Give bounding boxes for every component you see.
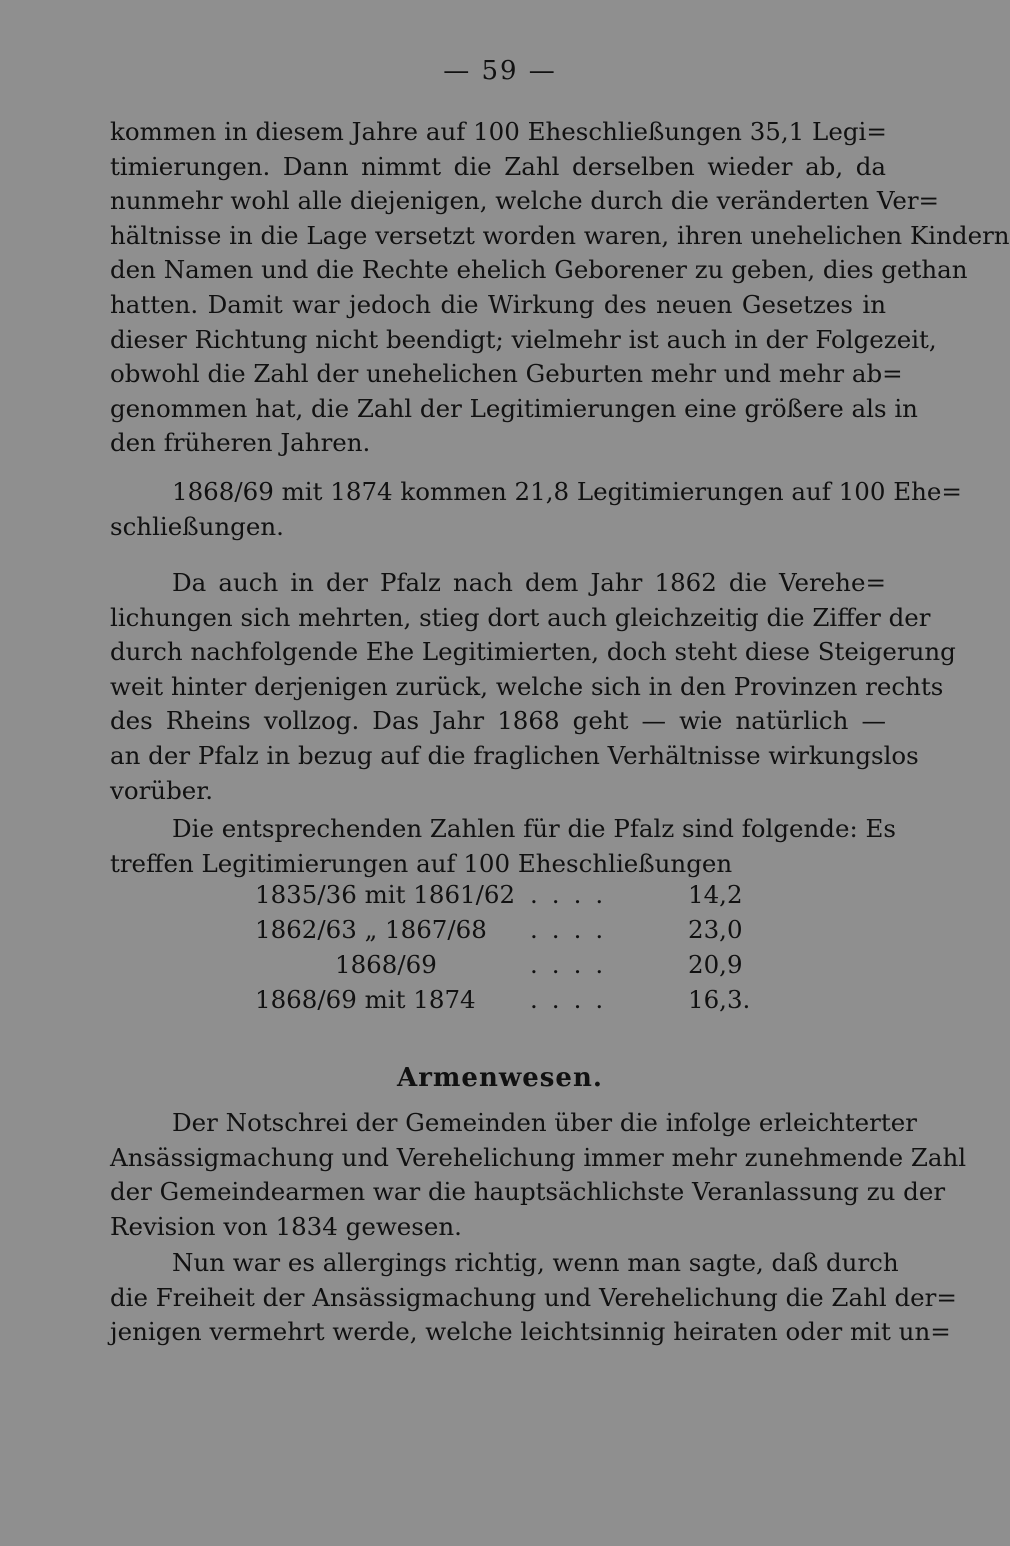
text-line: schließungen. xyxy=(110,511,284,541)
text-line: kommen in diesem Jahre auf 100 Eheschließungen 35,1 Legi= xyxy=(110,117,887,146)
text-line: nunmehr wohl alle diejenigen, welche durch die veränderten Ver= xyxy=(110,186,940,216)
leader-dots: .... xyxy=(530,915,618,944)
table-row xyxy=(240,950,760,985)
period-label: 1868/69 mit 1874 xyxy=(255,985,476,1014)
text-line: hältnisse in die Lage versetzt worden waren, ihren unehelichen Kindern xyxy=(110,220,1010,250)
text-line: treffen Legitimierungen auf 100 Eheschließungen xyxy=(110,848,733,878)
text-line: durch nachfolgende Ehe Legitimierten, doch steht diese Steigerung xyxy=(110,637,956,667)
period-label: 1835/36 mit 1861/62 xyxy=(255,880,516,909)
text-line: die Freiheit der Ansässigmachung und Verehelichung die Zahl der= xyxy=(110,1282,957,1312)
text-line: vorüber. xyxy=(110,775,214,805)
leader-dots: .... xyxy=(530,880,618,909)
paragraph-3 xyxy=(110,566,956,808)
section-heading: Armenwesen. xyxy=(397,1063,603,1093)
text-line: Revision von 1834 gewesen. xyxy=(110,1211,462,1241)
leader-dots: .... xyxy=(530,985,618,1014)
text-line: an der Pfalz in bezug auf die fraglichen Verhältnisse wirkungslos xyxy=(110,740,919,770)
text-line: den früheren Jahren. xyxy=(110,428,371,458)
paragraph-2 xyxy=(110,475,962,544)
text-line: Da auch in der Pfalz nach dem Jahr 1862 die Verehe= xyxy=(172,568,886,597)
text-line: Ansässigmachung und Verehelichung immer mehr zunehmende Zahl xyxy=(110,1142,967,1172)
paragraph-6 xyxy=(110,1246,957,1350)
legitimation-table xyxy=(240,880,760,1020)
period-label: 1868/69 xyxy=(335,950,437,979)
text-line: den Namen und die Rechte ehelich Geborener zu geben, dies gethan xyxy=(110,255,968,285)
text-line: dieser Richtung nicht beendigt; vielmehr ist auch in der Folgezeit, xyxy=(110,324,937,354)
table-row xyxy=(240,880,760,915)
table-row xyxy=(240,915,760,950)
text-line: Die entsprechenden Zahlen für die Pfalz sind folgende: Es xyxy=(172,814,896,843)
text-line: weit hinter derjenigen zurück, welche sich in den Provinzen rechts xyxy=(110,671,944,701)
text-line: hatten. Damit war jedoch die Wirkung des neuen Gesetzes in xyxy=(110,289,886,319)
page-number-header: — 59 — xyxy=(443,56,557,86)
paragraph-5 xyxy=(110,1106,967,1244)
text-line: obwohl die Zahl der unehelichen Geburten mehr und mehr ab= xyxy=(110,359,903,389)
rate-value: 16,3. xyxy=(688,985,751,1014)
text-line: der Gemeindearmen war die hauptsächlichste Veranlassung zu der xyxy=(110,1177,946,1207)
table-row xyxy=(240,985,760,1020)
rate-value: 14,2 xyxy=(688,880,743,909)
paragraph-4 xyxy=(110,812,896,881)
text-line: genommen hat, die Zahl der Legitimierungen eine größere als in xyxy=(110,393,918,423)
text-line: des Rheins vollzog. Das Jahr 1868 geht — wie natürlich — xyxy=(110,706,886,736)
rate-value: 20,9 xyxy=(688,950,743,979)
text-line: 1868/69 mit 1874 kommen 21,8 Legitimierungen auf 100 Ehe= xyxy=(172,477,962,506)
leader-dots: .... xyxy=(530,950,618,979)
rate-value: 23,0 xyxy=(688,915,743,944)
text-line: jenigen vermehrt werde, welche leichtsinnig heiraten oder mit un= xyxy=(110,1317,951,1347)
text-line: timierungen. Dann nimmt die Zahl derselben wieder ab, da xyxy=(110,151,886,181)
paragraph-1 xyxy=(110,115,1010,461)
text-line: Der Notschrei der Gemeinden über die infolge erleichterter xyxy=(172,1108,917,1137)
text-line: Nun war es allergings richtig, wenn man sagte, daß durch xyxy=(172,1248,899,1277)
text-line: lichungen sich mehrten, stieg dort auch gleichzeitig die Ziffer der xyxy=(110,602,931,632)
period-label: 1862/63 „ 1867/68 xyxy=(255,915,487,944)
